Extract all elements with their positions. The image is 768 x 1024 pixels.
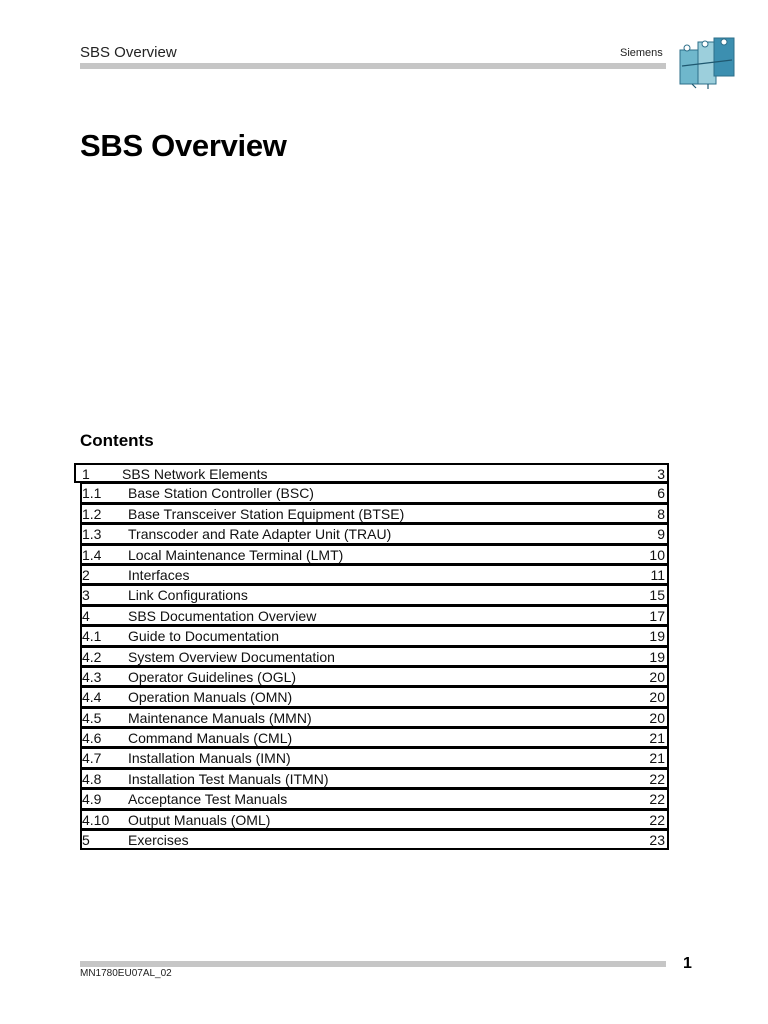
toc-row[interactable] — [80, 565, 669, 585]
toc-section-title: Transcoder and Rate Adapter Unit (TRAU) — [128, 526, 392, 543]
document-code: MN1780EU07AL_02 — [80, 968, 172, 979]
toc-row[interactable] — [80, 708, 669, 728]
toc-row[interactable] — [80, 545, 669, 565]
toc-section-number: 4 — [82, 607, 90, 624]
toc-page-number: 22 — [649, 791, 665, 808]
toc-page-number: 15 — [649, 587, 665, 604]
toc-page-number: 8 — [657, 505, 665, 522]
document-title: SBS Overview — [80, 128, 287, 163]
toc-row[interactable] — [80, 789, 669, 809]
toc-section-number: 3 — [82, 587, 90, 604]
toc-page-number: 19 — [649, 648, 665, 665]
toc-section-number: 4.1 — [82, 628, 102, 645]
table-of-contents — [80, 463, 669, 850]
toc-section-number: 4.5 — [82, 709, 102, 726]
toc-section-title: Operation Manuals (OMN) — [128, 689, 293, 706]
toc-row[interactable] — [80, 524, 669, 544]
toc-row[interactable] — [80, 504, 669, 524]
toc-section-title: Command Manuals (CML) — [128, 730, 293, 747]
toc-page-number: 19 — [649, 628, 665, 645]
footer-divider — [80, 961, 666, 967]
toc-section-title: Guide to Documentation — [128, 628, 279, 645]
toc-row[interactable] — [80, 606, 669, 626]
toc-section-title: Output Manuals (OML) — [128, 811, 271, 828]
toc-section-title: Link Configurations — [128, 587, 248, 604]
toc-page-number: 21 — [649, 750, 665, 767]
toc-section-number: 4.9 — [82, 791, 102, 808]
toc-page-number: 9 — [657, 526, 665, 543]
toc-section-number: 1.3 — [82, 526, 102, 543]
toc-section-number: 4.2 — [82, 648, 102, 665]
toc-section-title: Local Maintenance Terminal (LMT) — [128, 546, 344, 563]
toc-page-number: 10 — [649, 546, 665, 563]
toc-page-number: 20 — [649, 668, 665, 685]
toc-section-title: SBS Network Elements — [122, 466, 268, 482]
toc-row[interactable] — [80, 830, 669, 850]
toc-row[interactable] — [80, 728, 669, 748]
toc-section-number: 2 — [82, 566, 90, 583]
toc-section-title: Maintenance Manuals (MMN) — [128, 709, 312, 726]
toc-section-number: 4.6 — [82, 730, 102, 747]
siemens-logo-icon — [678, 36, 736, 90]
toc-section-number: 1.1 — [82, 485, 102, 502]
toc-row[interactable] — [80, 483, 669, 503]
toc-section-title: Operator Guidelines (OGL) — [128, 668, 297, 685]
header-company: Siemens — [620, 47, 663, 59]
toc-section-title: Installation Manuals (IMN) — [128, 750, 291, 767]
toc-page-number: 20 — [649, 709, 665, 726]
toc-section-number: 4.4 — [82, 689, 102, 706]
toc-section-title: Acceptance Test Manuals — [128, 791, 288, 808]
toc-section-number: 4.7 — [82, 750, 102, 767]
toc-page-number: 11 — [650, 566, 665, 583]
toc-section-number: 4.3 — [82, 668, 102, 685]
toc-row[interactable] — [80, 626, 669, 646]
toc-section-title: SBS Documentation Overview — [128, 607, 317, 624]
toc-page-number: 21 — [649, 730, 665, 747]
toc-section-number: 1.2 — [82, 505, 102, 522]
toc-section-title: Base Transceiver Station Equipment (BTSE) — [128, 505, 405, 522]
toc-row[interactable] — [80, 748, 669, 768]
header-title: SBS Overview — [80, 44, 177, 61]
toc-section-title: System Overview Documentation — [128, 648, 335, 665]
toc-section-number: 5 — [82, 832, 90, 849]
toc-page-number: 17 — [649, 607, 665, 624]
toc-page-number: 3 — [657, 466, 665, 482]
toc-section-number: 4.8 — [82, 770, 102, 787]
toc-row[interactable] — [74, 463, 669, 483]
toc-page-number: 20 — [649, 689, 665, 706]
toc-row[interactable] — [80, 667, 669, 687]
toc-row[interactable] — [80, 769, 669, 789]
toc-row[interactable] — [80, 647, 669, 667]
toc-row[interactable] — [80, 687, 669, 707]
page-number: 1 — [683, 955, 692, 972]
toc-section-number: 1.4 — [82, 546, 102, 563]
toc-page-number: 23 — [649, 832, 665, 849]
toc-section-title: Installation Test Manuals (ITMN) — [128, 770, 329, 787]
toc-section-title: Interfaces — [128, 566, 190, 583]
toc-page-number: 22 — [649, 811, 665, 828]
toc-row[interactable] — [80, 810, 669, 830]
toc-page-number: 6 — [657, 485, 665, 502]
toc-section-title: Exercises — [128, 832, 189, 849]
contents-heading: Contents — [80, 431, 154, 450]
toc-section-title: Base Station Controller (BSC) — [128, 485, 314, 502]
toc-section-number: 1 — [82, 466, 90, 482]
toc-section-number: 4.10 — [82, 811, 110, 828]
toc-row[interactable] — [80, 585, 669, 605]
header-divider — [80, 63, 666, 69]
toc-page-number: 22 — [649, 770, 665, 787]
